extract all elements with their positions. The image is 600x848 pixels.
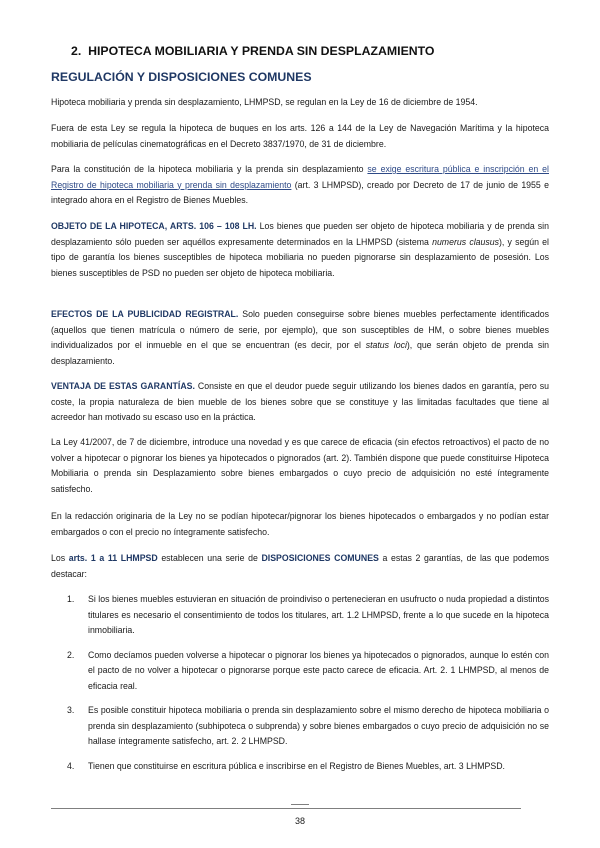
list-item	[67, 703, 549, 750]
paragraph-other-laws: Fuera de esta Ley se regula la hipoteca de buques en los arts. 126 a 144 de la Ley de Navegación Marítima y la hipoteca mobiliaria de películas cinematográficas en el Decreto 3837/1970, de 31 de diciembre.	[51, 123, 549, 149]
list-item-text: Si los bienes muebles estuvieran en situación de proindiviso o pertenecieran en usufructo o nuda propiedad a distintos titulares es necesario el consentimiento de todos los titulares, art. 1.2 LHMPSD, frente a lo que sucede en la hipoteca inmobiliaria.	[88, 594, 549, 635]
list-item-text: Como decíamos pueden volverse a hipotecar o pignorar los bienes ya hipotecados o pignorados, aunque lo estén con el pacto de no volver a hipotecar o pignorarse porque este pacto carece de eficacia. Art. 2. 1 LHMPSD, al menos de eficacia real.	[88, 649, 549, 691]
list-item-number: 4.	[67, 760, 75, 771]
registry-link[interactable]: se exige escritura pública e inscripción en el Registro de hipoteca mobiliaria y prenda sin desplazamiento	[51, 164, 549, 190]
paragraph-intro: Hipoteca mobiliaria y prenda sin desplazamiento, LHMPSD, se regulan en la Ley de 16 de diciembre de 1954.	[51, 97, 478, 107]
common-provisions-term: DISPOSICIONES COMUNES	[261, 553, 379, 563]
arts-reference: arts. 1 a 11 LHMPSD	[68, 553, 158, 563]
publicity-lead: EFECTOS DE LA PUBLICIDAD REGISTRAL.	[51, 309, 239, 319]
list-item-text: Es posible constituir hipoteca mobiliaria o prenda sin desplazamiento sobre el mismo derecho de hipoteca mobiliaria o prenda sin desplazamiento (subhipoteca o subprenda) y sobre bienes embargados o cuyo precio de adquisición no se hallase íntegramente satisfecho, art. 2. 2 LHMPSD.	[88, 705, 549, 746]
paragraph-publicity: EFECTOS DE LA PUBLICIDAD REGISTRAL. Solo pueden conseguirse sobre bienes muebles perfectamente identificados (aquellos que tienen matrícula o número de serie, por ejemplo), que son susceptibles de HM, o sobre bienes muebles individualizados por el inmueble en el que se encuentran (es decir, por el status loci), que serán objeto de prenda sin desplazamiento.	[51, 309, 549, 366]
paragraph-original-wording: En la redacción originaria de la Ley no se podían hipotecar/pignorar los bienes hipotecados o embargados y no podían estar embargados o con el precio no íntegramente satisfecho.	[51, 511, 549, 537]
list-item-text: Tienen que constituirse en escritura pública e inscribirse en el Registro de Bienes Muebles, art. 3 LHMPSD.	[88, 760, 505, 771]
list-item-number: 3.	[67, 705, 75, 715]
object-lead: OBJETO DE LA HIPOTECA, ARTS. 106 – 108 LH.	[51, 221, 257, 231]
paragraph-common-provisions: Los arts. 1 a 11 LHMPSD establecen una serie de DISPOSICIONES COMUNES a estas 2 garantías, de las que podemos destacar:	[51, 553, 549, 579]
page-number: 38	[294, 816, 305, 826]
list-item	[67, 648, 549, 695]
paragraph-law-41-2007: La Ley 41/2007, de 7 de diciembre, introduce una novedad y es que carece de eficacia (sin efectos retroactivos) el pacto de no volver a hipotecar o pignorar los bienes ya hipotecados o pignorados (art. 2). También dispone que puede constituirse Hipoteca Mobiliaria o prenda sin Desplazamiento sobre bienes embargados o cuyo precio de adquisición no esté íntegramente satisfecho.	[51, 437, 549, 494]
section-title: HIPOTECA MOBILIARIA Y PRENDA SIN DESPLAZAMIENTO	[88, 44, 435, 58]
section-number: 2.	[71, 44, 82, 58]
subsection-heading: REGULACIÓN Y DISPOSICIONES COMUNES	[51, 70, 312, 84]
advantage-lead: VENTAJA DE ESTAS GARANTÍAS.	[51, 381, 195, 391]
footer-rule	[51, 808, 521, 809]
paragraph-constitution: Para la constitución de la hipoteca mobiliaria y la prenda sin desplazamiento se exige escritura pública e inscripción en el Registro de hipoteca mobiliaria y prenda sin desplazamiento (art. 3 LHMPSD), creado por Decreto de 17 de junio de 1955 e integrado ahora en el Registro de Bienes Muebles.	[51, 164, 550, 205]
list-item-number: 2.	[67, 649, 75, 660]
section-heading	[71, 44, 435, 58]
paragraph-advantage: VENTAJA DE ESTAS GARANTÍAS. Consiste en que el deudor puede seguir utilizando los bienes dados en garantía, pero su coste, la propia naturaleza de bien mueble de los bienes sobre que se constituye y las limitadas facultades que tiene al acreedor han motivado su escaso uso en la práctica.	[51, 381, 549, 422]
list-item-number: 1.	[67, 594, 75, 604]
list-item	[67, 759, 549, 775]
paragraph-object: OBJETO DE LA HIPOTECA, ARTS. 106 – 108 LH. Los bienes que pueden ser objeto de hipoteca mobiliaria y de prenda sin desplazamiento sólo pueden ser aquéllos expresamente determinados en la LHMPSD (sistema numerus clausus), y según el tipo de garantía los bienes susceptibles de hipoteca mobiliaria no pueden pignorarse sin desplazamiento de posesión. Los bienes susceptibles de PSD no pueden ser objeto de hipoteca mobiliaria.	[51, 221, 549, 278]
provisions-list	[67, 592, 549, 774]
page-number-bar	[291, 804, 309, 805]
list-item	[67, 592, 549, 639]
